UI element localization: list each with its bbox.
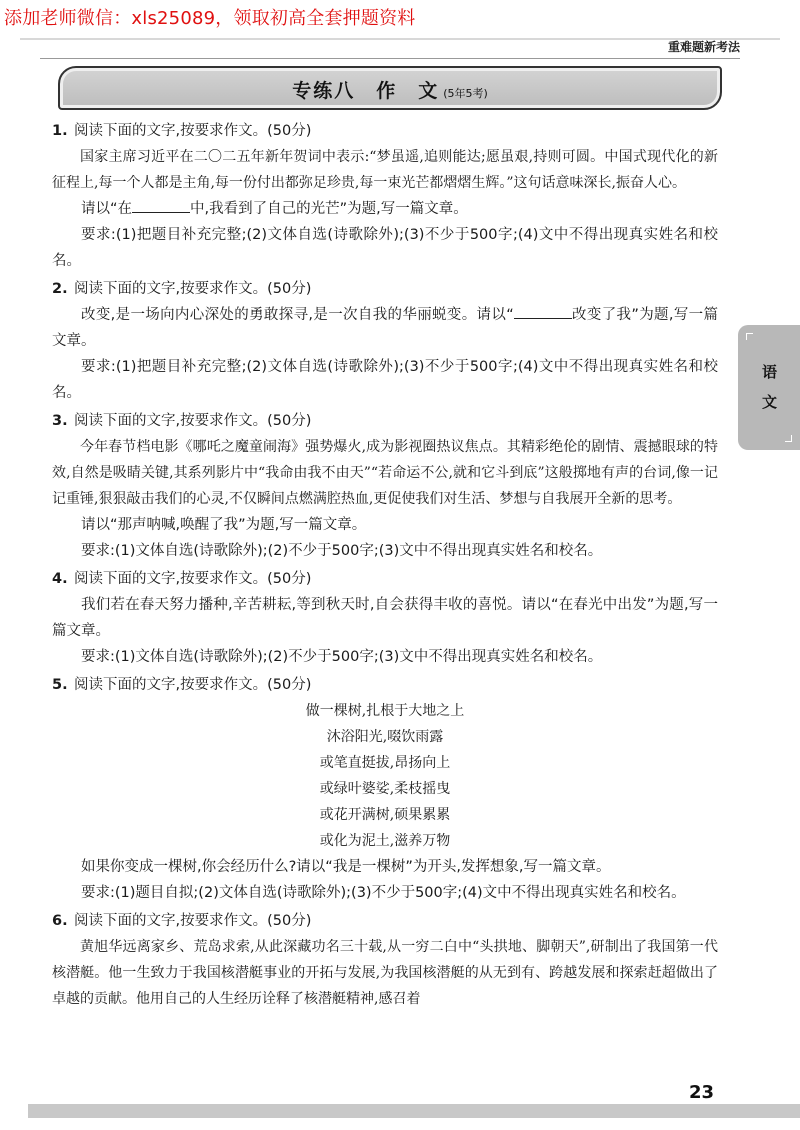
- banner-title: [60, 76, 720, 103]
- question-prompt: 阅读下面的文字,按要求作文。(50分): [74, 123, 312, 139]
- question-5-header: [52, 672, 718, 698]
- question-prompt: 阅读下面的文字,按要求作文。(50分): [74, 413, 312, 429]
- question-number: 2.: [52, 281, 68, 297]
- question-5-requirements: 要求:(1)题目自拟;(2)文体自选(诗歌除外);(3)不少于500字;(4)文中不得出现真实姓名和校名。: [81, 885, 686, 901]
- title-blank: [514, 304, 572, 319]
- question-4-requirements: 要求:(1)文体自选(诗歌除外);(2)不少于500字;(3)文中不得出现真实姓名和校名。: [81, 649, 603, 665]
- corner-mark-icon: [785, 435, 792, 442]
- poem-line: 或化为泥土,滋养万物: [319, 833, 451, 849]
- header-rule: [40, 58, 740, 59]
- question-2-material: [52, 302, 718, 354]
- question-5-task: 如果你变成一棵树,你会经历什么?请以“我是一棵树”为开头,发挥想象,写一篇文章。: [81, 859, 611, 875]
- title-blank: [132, 198, 190, 213]
- question-number: 1.: [52, 123, 68, 139]
- side-tab-label: [762, 357, 778, 417]
- poem-line: 做一棵树,扎根于大地之上: [305, 703, 465, 719]
- section-banner: [58, 66, 722, 110]
- subject-side-tab: [738, 325, 800, 450]
- question-3-requirements: 要求:(1)文体自选(诗歌除外);(2)不少于500字;(3)文中不得出现真实姓名和校名。: [81, 543, 603, 559]
- banner-title-main: 专练八 作 文: [292, 80, 440, 102]
- question-6-material: 黄旭华远离家乡、荒岛求索,从此深藏功名三十载,从一穷二白中“头拱地、脚朝天”,研制出了我国第一代核潜艇。他一生致力于我国核潜艇事业的开拓与发展,为我国核潜艇的从无到有、跨越发展和探索赶超做出了卓越的贡献。他用自己的人生经历诠释了核潜艇精神,感召着: [52, 939, 718, 1007]
- question-4-material: 我们若在春天努力播种,辛苦耕耘,等到秋天时,自会获得丰收的喜悦。请以“在春光中出发”为题,写一篇文章。: [52, 597, 718, 639]
- material-text: 改变了我”为题,写一篇文章。: [52, 307, 718, 349]
- poem-line: 或绿叶婆娑,柔枝摇曳: [319, 781, 451, 797]
- question-2-header: [52, 276, 718, 302]
- header-section-tag: 重难题新考法: [667, 40, 740, 54]
- footer-bar: [28, 1104, 800, 1118]
- task-text: 请以“在: [81, 201, 133, 217]
- question-3-task: 请以“那声呐喊,唤醒了我”为题,写一篇文章。: [81, 517, 367, 533]
- poem-line: 沐浴阳光,啜饮雨露: [326, 729, 444, 745]
- question-number: 4.: [52, 571, 68, 587]
- question-1-header: [52, 118, 718, 144]
- question-4-header: [52, 566, 718, 592]
- side-tab-char: 文: [762, 393, 778, 411]
- question-prompt: 阅读下面的文字,按要求作文。(50分): [74, 281, 312, 297]
- page-number: 23: [688, 1082, 714, 1103]
- question-6-header: [52, 908, 718, 934]
- question-prompt: 阅读下面的文字,按要求作文。(50分): [74, 913, 312, 929]
- banner-title-subtitle: (5年5考): [443, 87, 488, 100]
- question-prompt: 阅读下面的文字,按要求作文。(50分): [74, 571, 312, 587]
- question-1-material: 国家主席习近平在二〇二五年新年贺词中表示:“梦虽遥,追则能达;愿虽艰,持则可圆。中国式现代化的新征程上,每一个人都是主角,每一份付出都弥足珍贵,每一束光芒都熠熠生辉。”这句话意味深长,振奋人心。: [52, 149, 718, 191]
- question-1-requirements: 要求:(1)把题目补充完整;(2)文体自选(诗歌除外);(3)不少于500字;(4)文中不得出现真实姓名和校名。: [52, 227, 718, 269]
- corner-mark-icon: [746, 333, 753, 340]
- task-text: 中,我看到了自己的光芒”为题,写一篇文章。: [190, 201, 468, 217]
- question-2-requirements: 要求:(1)把题目补充完整;(2)文体自选(诗歌除外);(3)不少于500字;(4)文中不得出现真实姓名和校名。: [52, 359, 718, 401]
- material-text: 改变,是一场向内心深处的勇敢探寻,是一次自我的华丽蜕变。请以“: [81, 307, 514, 323]
- question-1-task: [52, 196, 718, 222]
- question-5-poem: [52, 698, 718, 854]
- poem-line: 或笔直挺拔,昂扬向上: [319, 755, 451, 771]
- poem-line: 或花开满树,硕果累累: [319, 807, 451, 823]
- question-3-material: 今年春节档电影《哪吒之魔童闹海》强势爆火,成为影视圈热议焦点。其精彩绝伦的剧情、震撼眼球的特效,自然是吸睛关键,其系列影片中“我命由我不由天”“若命运不公,就和它斗到底”这般掷地有声的台词,像一记记重锤,狠狠敲击我们的心灵,不仅瞬间点燃满腔热血,更促使我们对生活、梦想与自我展开全新的思考。: [52, 439, 718, 507]
- question-prompt: 阅读下面的文字,按要求作文。(50分): [74, 677, 312, 693]
- question-number: 5.: [52, 677, 68, 693]
- question-number: 3.: [52, 413, 68, 429]
- side-tab-char: 语: [762, 363, 778, 381]
- watermark-text: 添加老师微信：xls25089，领取初高全套押题资料: [4, 8, 416, 29]
- question-3-header: [52, 408, 718, 434]
- question-number: 6.: [52, 913, 68, 929]
- questions-list: [52, 116, 718, 1012]
- page-top-edge: [20, 38, 780, 40]
